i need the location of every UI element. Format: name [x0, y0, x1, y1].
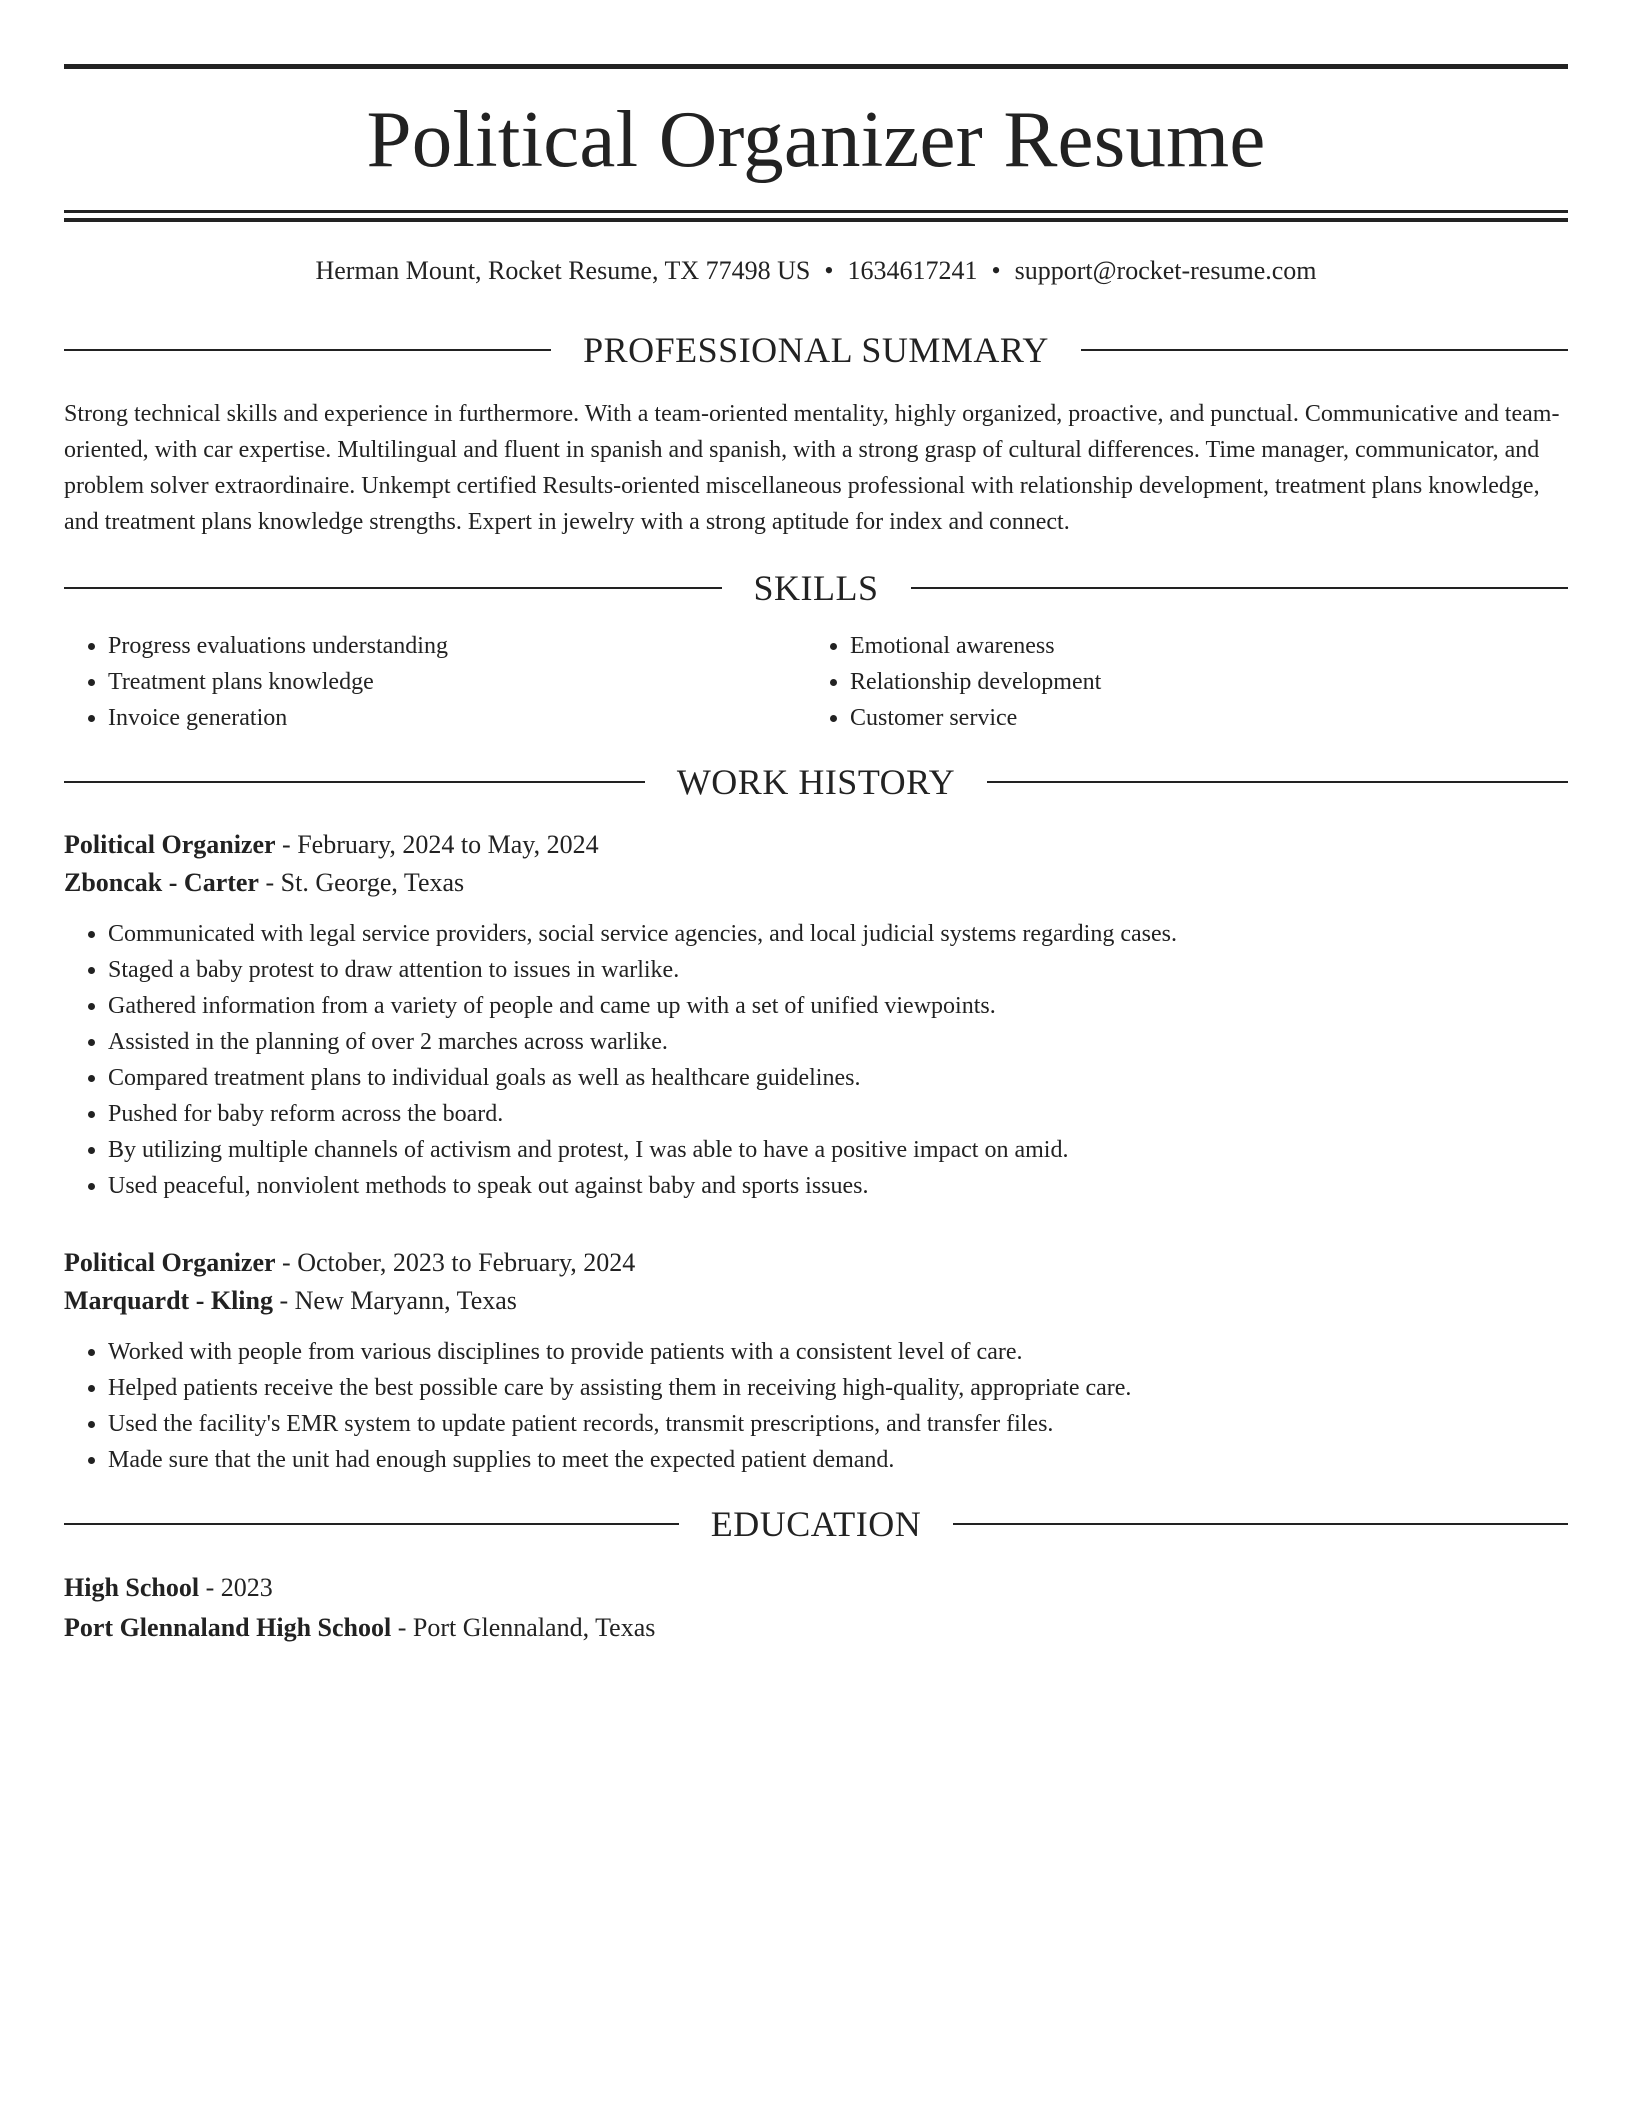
heading-rule-left: [64, 587, 722, 589]
skill-item: • Emotional awareness: [850, 628, 1568, 664]
title-double-rule: [64, 210, 1568, 222]
job-bullet: • Gathered information from a variety of people and came up with a set of unified viewpoints.: [108, 988, 1568, 1024]
job-company-line: [64, 864, 1568, 902]
job-title-line: [64, 1244, 1568, 1282]
contact-email: support@rocket-resume.com: [1014, 256, 1317, 285]
job-bullet: • Used the facility's EMR system to update patient records, transmit prescriptions, and transfer files.: [108, 1406, 1568, 1442]
heading-rule-right: [953, 1523, 1568, 1525]
top-rule: [64, 64, 1568, 69]
heading-rule-left: [64, 349, 551, 351]
job-bullet: • Assisted in the planning of over 2 marches across warlike.: [108, 1024, 1568, 1060]
skill-item: • Treatment plans knowledge: [108, 664, 806, 700]
contact-separator: •: [824, 256, 834, 285]
contact-phone: 1634617241: [847, 256, 978, 285]
summary-heading: [64, 332, 1568, 368]
skills-heading: [64, 570, 1568, 606]
job-bullet: • Compared treatment plans to individual goals as well as healthcare guidelines.: [108, 1060, 1568, 1096]
job-entry: [64, 1244, 1568, 1478]
job-location: - New Maryann, Texas: [272, 1286, 517, 1315]
education-entry: [64, 1568, 1568, 1648]
contact-address: Herman Mount, Rocket Resume, TX 77498 US: [315, 256, 811, 285]
job-bullet: • Helped patients receive the best possible care by assisting them in receiving high-quality, appropriate care.: [108, 1370, 1568, 1406]
skill-item: • Invoice generation: [108, 700, 806, 736]
job-title: Political Organizer: [64, 830, 276, 859]
job-bullets: [64, 916, 1568, 1204]
job-bullet: • Worked with people from various disciplines to provide patients with a consistent level of care.: [108, 1334, 1568, 1370]
heading-rule-left: [64, 781, 645, 783]
job-bullet: • Pushed for baby reform across the board.: [108, 1096, 1568, 1132]
education-degree: High School: [64, 1573, 200, 1602]
job-location: - St. George, Texas: [258, 868, 465, 897]
heading-rule-right: [1081, 349, 1568, 351]
education-school-line: [64, 1608, 1568, 1648]
job-dates: - February, 2024 to May, 2024: [275, 830, 599, 859]
summary-text: Strong technical skills and experience in furthermore. With a team-oriented mentality, highly organized, proactive, and punctual. Communicative and team-oriented, with car expertise. Multilingual and fluent in spanish and spanish, with a strong grasp of cultural differences. Time manager, communicator, and problem solver extraordinaire. Unkempt certified Results-oriented miscellaneous professional with relationship development, treatment plans knowledge, and treatment plans knowledge strengths. Expert in jewelry with a strong aptitude for index and connect.: [64, 401, 1560, 535]
job-bullet: • Made sure that the unit had enough supplies to meet the expected patient demand.: [108, 1442, 1568, 1478]
job-title: Political Organizer: [64, 1248, 276, 1277]
job-company-line: [64, 1282, 1568, 1320]
contact-line: [64, 258, 1568, 284]
skill-item: • Customer service: [850, 700, 1568, 736]
heading-rule-left: [64, 1523, 679, 1525]
education-school: Port Glennaland High School: [64, 1613, 392, 1642]
skills-column-right: [806, 628, 1568, 736]
job-entry: [64, 826, 1568, 1204]
page-title: Political Organizer Resume: [366, 94, 1266, 184]
education-heading-label: EDUCATION: [710, 1504, 922, 1544]
skills-heading-label: SKILLS: [753, 568, 879, 608]
skills-column-left: [64, 628, 806, 736]
job-bullet: • Used peaceful, nonviolent methods to speak out against baby and sports issues.: [108, 1168, 1568, 1204]
job-bullet: • By utilizing multiple channels of activism and protest, I was able to have a positive impact on amid.: [108, 1132, 1568, 1168]
skill-item: • Relationship development: [850, 664, 1568, 700]
education-location: - Port Glennaland, Texas: [391, 1613, 656, 1642]
education-heading: [64, 1506, 1568, 1542]
job-title-line: [64, 826, 1568, 864]
education-year: - 2023: [199, 1573, 273, 1602]
job-dates: - October, 2023 to February, 2024: [275, 1248, 636, 1277]
work-heading: [64, 764, 1568, 800]
job-company: Marquardt - Kling: [64, 1286, 273, 1315]
job-bullets: [64, 1334, 1568, 1478]
summary-heading-label: PROFESSIONAL SUMMARY: [583, 330, 1049, 370]
skill-item: • Progress evaluations understanding: [108, 628, 806, 664]
contact-separator: •: [991, 256, 1001, 285]
education-degree-line: [64, 1568, 1568, 1608]
job-bullet: • Communicated with legal service providers, social service agencies, and local judicial systems regarding cases.: [108, 916, 1568, 952]
heading-rule-right: [987, 781, 1568, 783]
heading-rule-right: [911, 587, 1569, 589]
work-heading-label: WORK HISTORY: [676, 762, 956, 802]
skills-list: [64, 628, 1568, 736]
job-bullet: • Staged a baby protest to draw attention to issues in warlike.: [108, 952, 1568, 988]
job-company: Zboncak - Carter: [64, 868, 259, 897]
